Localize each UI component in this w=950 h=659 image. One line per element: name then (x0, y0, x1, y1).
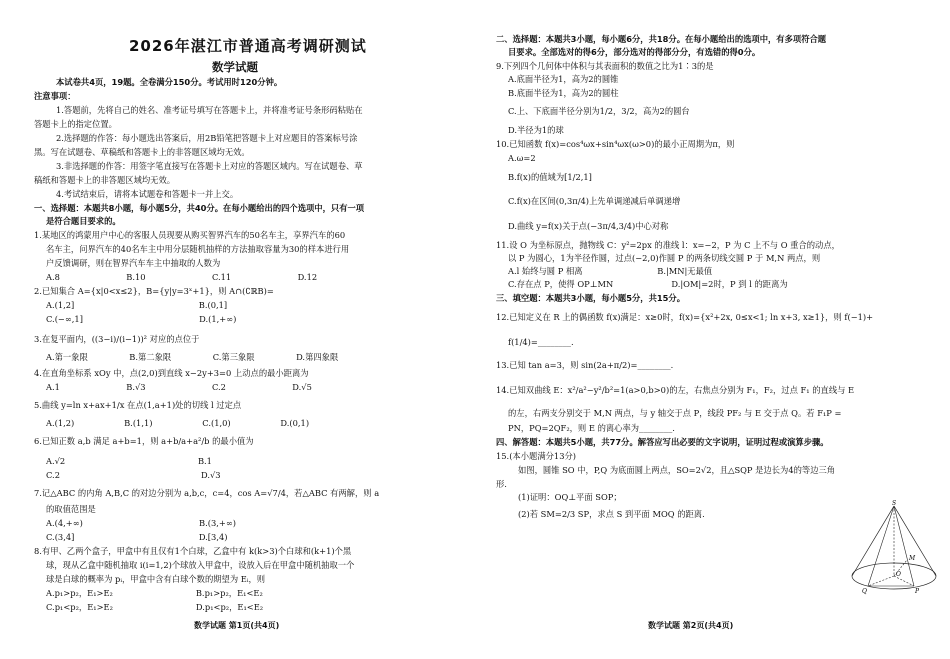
cone-figure (848, 500, 948, 596)
note-line: 1.答题前，先将自己的姓名、准考证号填写在答题卡上，并将准考证号条形码粘贴在 (56, 105, 363, 115)
option-line: A.(4,+∞) B.(3,+∞) (46, 518, 237, 528)
option-line: C.存在点 P，使得 OP⊥MN D.|OM|=2时，P 到 l 的距离为 (508, 279, 788, 289)
section-3-heading: 三、填空题：本题共3小题，每小题5分，共15分。 (496, 293, 686, 303)
cone-line-sq (868, 506, 894, 586)
question-line: 3.在复平面内，((3−i)/(i−1))² 对应的点位于 (34, 334, 200, 344)
option-line: A.√2 B.1 (46, 456, 212, 466)
section-2-heading: 二、选择题：本题共3小题，每小题6分，共18分。在每小题给出的选项中，有多项符合题 (496, 34, 827, 44)
question-line: 9.下列四个几何体中体积与其表面积的数值之比为1∶3的是 (496, 61, 714, 71)
question-line: 12.已知定义在 R 上的偶函数 f(x)满足：x≥0时，f(x)={x²+2x, 0≤x<1; ln x+3, x≥1}，则 f(−1)+ (496, 312, 874, 322)
exam-title: 2026年湛江市普通高考调研测试 (129, 37, 367, 55)
question-line: 形. (496, 479, 507, 489)
question-line: 15.(本小题满分13分) (496, 451, 577, 461)
question-line: 8.有甲、乙两个盒子，甲盒中有且仅有1个白球，乙盒中有 k(k>3)个白球和(k+1)个黑 (34, 546, 352, 556)
label-q: Q (862, 588, 867, 595)
option-line: C.上、下底面半径分别为1/2，3/2，高为2的圆台 (508, 106, 690, 116)
option-line: A.(1,2] B.(0,1] (46, 300, 228, 310)
note-line: 答题卡上的指定位置。 (34, 119, 117, 129)
option-line: B.f(x)的值域为[1/2,1] (508, 172, 592, 182)
notes-heading: 注意事项： (34, 91, 76, 101)
question-line: 11.设 O 为坐标原点，抛物线 C：y²=2px 的准线 l：x=−2，P 为 C 上不与 O 重合的动点， (496, 240, 840, 250)
page-footer: 数学试题 第1页(共4页) (194, 621, 280, 630)
question-line: 13.已知 tan a=3，则 sin(2a+π/2)=________. (496, 360, 674, 370)
note-line: 4.考试结束后，请将本试题卷和答题卡一并上交。 (56, 189, 239, 199)
option-line: C.(3,4] D.[3,4) (46, 532, 228, 542)
question-line: 6.已知正数 a,b 满足 a+b=1，则 a+b/a+a²/b 的最小值为 (34, 436, 254, 446)
question-line: 球是白球的概率为 pᵢ，甲盒中含有白球个数的期望为 Eᵢ，则 (46, 574, 266, 584)
page-footer: 数学试题 第2页(共4页) (648, 621, 734, 630)
question-line: 的左，右两支分别交于 M,N 两点，与 y 轴交于点 P，线段 PF₂ 与 E 交于点 Q。若 F₁P = (508, 408, 842, 418)
option-line: C.p₁<p₂，E₁>E₂ D.p₁<p₂，E₁<E₂ (46, 602, 264, 612)
option-line: A.1 B.√3 C.2 D.√5 (46, 382, 312, 392)
cone-edge-left (852, 506, 894, 576)
question-line: 2.已知集合 A={x|0<x≤2}，B={y|y=3ˣ+1}，则 A∩(∁ℝB)= (34, 286, 274, 296)
question-line: 户反馈调研，则在智界汽车车主中抽取的人数为 (46, 258, 221, 268)
question-line: (1)证明：OQ⊥平面 SOP； (518, 492, 622, 502)
option-line: B.底面半径为1，高为2的圆柱 (508, 88, 619, 98)
section-2-heading-cont: 目要求。全部选对的得6分，部分选对的得部分分，有选错的得0分。 (508, 47, 761, 57)
section-1-heading: 一、选择题：本题共8小题，每小题5分，共40分。在每小题给出的四个选项中，只有一项 (34, 203, 365, 213)
option-line: A.p₁>p₂，E₁>E₂ B.p₁>p₂，E₁<E₂ (46, 588, 263, 598)
option-line: A.(1,2) B.(1,1) C.(1,0) D.(0,1) (46, 418, 310, 428)
exam-intro: 本试卷共4页，19题。全卷满分150分。考试用时120分钟。 (56, 77, 283, 87)
cone-line-oq (868, 576, 894, 586)
label-p: P (915, 588, 920, 595)
question-line: 1.某地区的鸿蒙用户中心的客服人员现要从购买智界汽车的50名车主，享界汽车的60 (34, 230, 346, 240)
cone-edge-right (894, 506, 936, 576)
question-line: 的取值范围是 (46, 504, 96, 514)
question-line: f(1/4)=________. (508, 337, 574, 347)
section-1-heading-cont: 是符合题目要求的。 (46, 216, 121, 226)
option-line: A.l 始终与圆 P 相离 B.|MN|无最值 (508, 266, 713, 276)
note-line: 3.非选择题的作答：用签字笔直接写在答题卡上对应的答题区域内。写在试题卷、草 (56, 161, 363, 171)
question-line: 7.记△ABC 的内角 A,B,C 的对边分别为 a,b,c，c=4，cos A=√7/4，若△ABC 有两解，则 a (34, 488, 380, 498)
question-line: 4.在直角坐标系 xOy 中，点(2,0)到直线 x−2y+3=0 上动点的最小距离为 (34, 368, 309, 378)
option-line: D.曲线 y=f(x)关于点(−3π/4,3/4)中心对称 (508, 221, 669, 231)
section-4-heading: 四、解答题：本题共5小题，共77分。解答应写出必要的文字说明，证明过程或演算步骤。 (496, 437, 829, 447)
question-line: PN，PQ=2QF₂，则 E 的离心率为________. (508, 423, 675, 433)
option-line: D.半径为1的球 (508, 125, 564, 135)
option-line: A.8 B.10 C.11 D.12 (46, 272, 318, 282)
option-line: C.(−∞,1] D.(1,+∞) (46, 314, 237, 324)
option-line: C.f(x)在区间(0,3π/4)上先单调递减后单调递增 (508, 196, 681, 206)
option-line: A.ω=2 (508, 153, 536, 163)
question-line: 10.已知函数 f(x)=cos⁴ωx+sin⁴ωx(ω>0)的最小正周期为π，则 (496, 139, 735, 149)
exam-subtitle: 数学试题 (212, 60, 258, 74)
note-line: 稿纸和答题卡上的非答题区域均无效。 (34, 175, 176, 185)
question-line: 14.已知双曲线 E：x²/a²−y²/b²=1(a>0,b>0)的左，右焦点分别为 F₁，F₂，过点 F₁ 的直线与 E (496, 385, 855, 395)
question-line: (2)若 SM=2/3 SP，求点 S 到平面 MOQ 的距离. (518, 509, 705, 519)
question-line: 以 P 为圆心，1为半径作圆，过点(−2,0)作圆 P 的两条切线交圆 P 于 M,N 两点，则 (508, 253, 821, 263)
question-line: 如图，圆锥 SO 中，P,Q 为底面圆上两点，SO=2√2，且△SQP 是边长为4的等边三角 (518, 465, 836, 475)
option-line: A.第一象限 B.第二象限 C.第三象限 D.第四象限 (46, 352, 339, 362)
option-line: C.2 D.√3 (46, 470, 221, 480)
label-o: O (896, 571, 901, 578)
option-line: A.底面半径为1，高为2的圆锥 (508, 74, 619, 84)
note-line: 2.选择题的作答：每小题选出答案后，用2B铅笔把答题卡上对应题目的答案标号涂 (56, 133, 358, 143)
label-m: M (909, 555, 916, 562)
question-line: 球，现从乙盒中随机抽取 i(i=1,2)个球放入甲盒中，设放入后在甲盒中随机抽取一个 (46, 560, 355, 570)
question-line: 5.曲线 y=ln x+ax+1/x 在点(1,a+1)处的切线 l 过定点 (34, 400, 242, 410)
label-s: S (892, 500, 897, 507)
note-line: 黑。写在试题卷、草稿纸和答题卡上的非答题区域均无效。 (34, 147, 250, 157)
question-line: 名车主，问界汽车的40名车主中用分层随机抽样的方法抽取容量为30的样本进行用 (46, 244, 350, 254)
